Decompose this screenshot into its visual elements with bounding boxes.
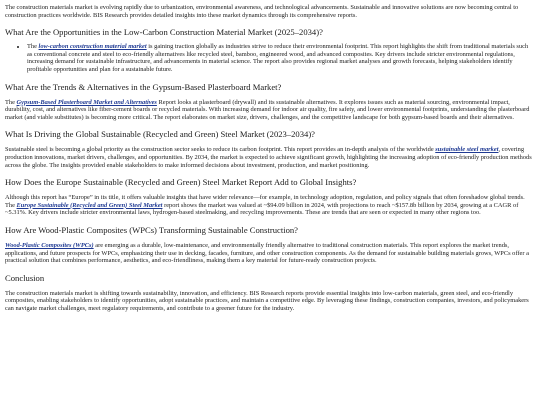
low-carbon-item bbox=[27, 43, 535, 73]
global-steel-pre: Sustainable steel is becoming a global priority as the construction sector seeks to reduce its carbon footprint. This report provides an in-depth analysis of the worldwide bbox=[5, 146, 436, 154]
wpc-paragraph bbox=[5, 242, 535, 265]
gypsum-market-link[interactable]: Gypsum-Based Plasterboard Market and Alternatives bbox=[16, 98, 157, 106]
gypsum-post: Report looks at plasterboard (drywall) and its sustainable alternatives. It explores issues such as material sourcing, environmental impact, durability, cost, and alternatives like fiber-cement boards or recycled materials. With increasing demand for indoor air quality, fire safety, and lower environmental footprints, understanding the plasterboard market (and viable substitutes) is becoming more critical. The report elaborates on market size, drivers, challenges, and the competitive landscape for both gypsum-based boards and their alternatives. bbox=[5, 98, 530, 121]
heading-wpc: How Are Wood-Plastic Composites (WPCs) Transforming Sustainable Construction? bbox=[5, 224, 298, 235]
global-steel-paragraph bbox=[5, 146, 535, 169]
europe-steel-post: report shows the market was valued at ~$94.09 billion in 2024, with projections to reach ~$157.8b billion by 2034, growing at a CAGR of ~5.31%. Key drivers include stricter environmental laws, hydrogen-based steelmaking, and recycling improvements. These are trends that are seen or expected in many other regions too. bbox=[5, 201, 519, 217]
low-carbon-list bbox=[5, 43, 535, 73]
gypsum-paragraph bbox=[5, 99, 535, 122]
heading-conclusion: Conclusion bbox=[5, 272, 45, 283]
europe-steel-link[interactable]: Europe Sustainable (Recycled and Green) Steel Market bbox=[16, 201, 163, 209]
europe-steel-pre: Although this report has “Europe” in its title, it offers valuable insights that have wider relevance—for example, in technology adoption, regulation, and policy signals that often foreshadow global trends. The bbox=[5, 194, 525, 209]
heading-europe-steel: How Does the Europe Sustainable (Recycled and Green) Steel Market Report Add to Global Insights? bbox=[5, 177, 357, 188]
heading-gypsum: What Are the Trends & Alternatives in the Gypsum-Based Plasterboard Market? bbox=[5, 81, 282, 92]
wpc-post: are emerging as a durable, low-maintenance, and environmentally friendly alternative to traditional construction materials. This report explores the market trends, applications, and future prospects for WPCs, emphasizing their use in decking, facades, furniture, and other construction components. As the demand for sustainable building materials grows, WPCs offer a practical solution that combines performance, aesthetics, and eco-friendliness, making them a key material for future-ready construction projects. bbox=[5, 241, 529, 265]
gypsum-pre: The bbox=[5, 98, 17, 106]
europe-steel-paragraph bbox=[5, 194, 535, 217]
low-carbon-market-link[interactable]: low-carbon construction material market bbox=[38, 43, 147, 51]
low-carbon-post: is gaining traction globally as industries strive to reduce their environmental footprint. This report highlights the shift from traditional materials such as conventional concrete and steel to eco-friendly alternatives like recycled steel, bamboo, engineered wood, and advanced composites. Key drivers include stricter environmental regulations, increasing demand for sustainable infrastructure, and advancements in material science. The report also provides regional market analyses and growth forecasts, helping stakeholders identify profitable opportunities and plan for a sustainable future. bbox=[27, 43, 529, 73]
heading-low-carbon: What Are the Opportunities in the Low-Carbon Construction Material Market (2025–2034)? bbox=[5, 27, 323, 38]
conclusion-paragraph: The construction materials market is shifting towards sustainability, innovation, and efficiency. BIS Research reports provide essential insights into low-carbon materials, green steel, and eco-friendly composites, enabling stakeholders to identify opportunities, adopt sustainable practices, and maintain a competitive edge. By leveraging these findings, construction companies, investors, and policymakers can navigate market challenges, meet regulatory requirements, and contribute to a greener future for the industry. bbox=[5, 289, 529, 312]
heading-global-steel: What Is Driving the Global Sustainable (Recycled and Green) Steel Market (2023–2034)? bbox=[5, 129, 315, 140]
intro-paragraph: The construction materials market is evolving rapidly due to urbanization, environmental awareness, and technological advancements. Sustainable and innovative solutions are now becoming central to construction practices worldwide. BIS Research provides detailed insights into these market dynamics through its comprehensive reports. bbox=[5, 4, 519, 19]
wpc-link[interactable]: Wood-Plastic Composites (WPCs) bbox=[5, 241, 94, 249]
low-carbon-pre: The bbox=[27, 43, 39, 51]
global-steel-post: , covering production innovations, market drivers, challenges, and opportunities. By 2034, the market is expected to achieve significant growth, highlighting the increasing adoption of eco-friendly production methods across the globe. The insights provided enable stakeholders to make informed decisions about investment, production, and market positioning. bbox=[5, 146, 532, 169]
sustainable-steel-link[interactable]: sustainable steel market bbox=[435, 146, 499, 154]
